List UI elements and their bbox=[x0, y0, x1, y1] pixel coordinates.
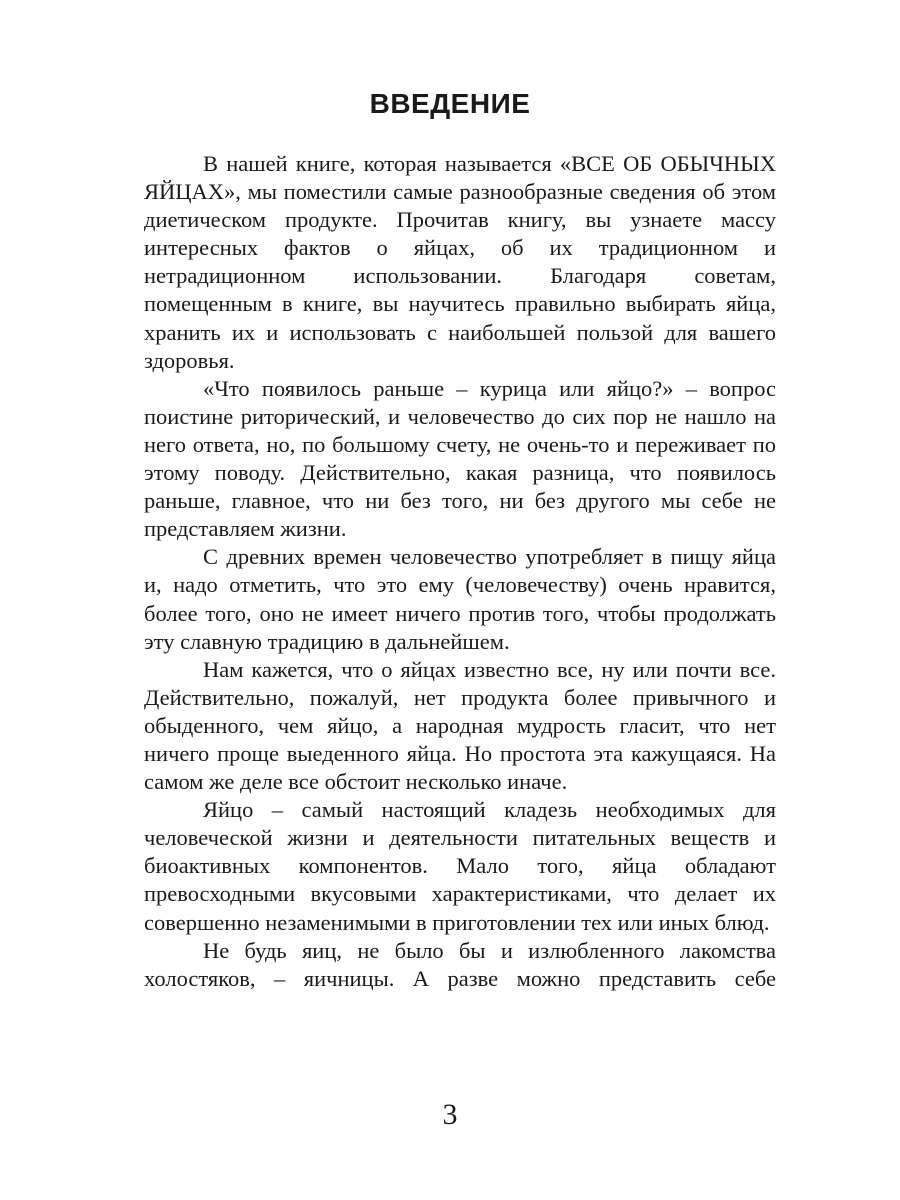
chapter-body bbox=[144, 150, 776, 993]
chapter-title: ВВЕДЕНИЕ bbox=[369, 88, 531, 119]
paragraph: Нам кажется, что о яйцах известно все, ну или почти все. Действительно, пожалуй, нет продукта более привычного и обыденного, чем яйцо, а народная мудрость гласит, что нет ничего проще выеденного яйца. Но простота эта кажущаяся. На самом же деле все обстоит несколько иначе. bbox=[144, 656, 776, 795]
paragraph: С древних времен человечество употребляет в пищу яйца и, надо отметить, что это ему (человечеству) очень нравится, более того, оно не имеет ничего против того, чтобы продолжать эту славную традицию в дальнейшем. bbox=[144, 544, 776, 654]
paragraph: Яйцо – самый настоящий кладезь необходимых для человеческой жизни и деятельности питательных веществ и биоактивных компонентов. Мало того, яйца обладают превосходными вкусовыми характеристиками, что делает их совершенно незаменимыми в приготовлении тех или иных блюд. bbox=[144, 797, 776, 935]
paragraph: «Что появилось раньше – курица или яйцо?» – вопрос поистине риторический, и человечество до сих пор не нашло на него ответа, но, по большому счету, не очень-то и переживает по этому поводу. Действительно, какая разница, что появилось раньше, главное, что ни без того, ни без другого мы себе не представляем жизни. bbox=[144, 375, 776, 542]
page-number: 3 bbox=[442, 1098, 458, 1131]
paragraph: Не будь яиц, не было бы и излюбленного лакомства холостяков, – яичницы. А разве можно представить себе bbox=[144, 937, 776, 991]
paragraph: В нашей книге, которая называется «ВСЕ ОБ ОБЫЧНЫХ ЯЙЦАХ», мы поместили самые разнообразные сведения об этом диетическом продукте. Прочитав книгу, вы узнаете массу интересных фактов о яйцах, об их традиционном и нетрадиционном использовании. Благодаря советам, помещенным в книге, вы научитесь правильно выбирать яйца, хранить их и использовать с наибольшей пользой для вашего здоровья. bbox=[144, 151, 776, 373]
